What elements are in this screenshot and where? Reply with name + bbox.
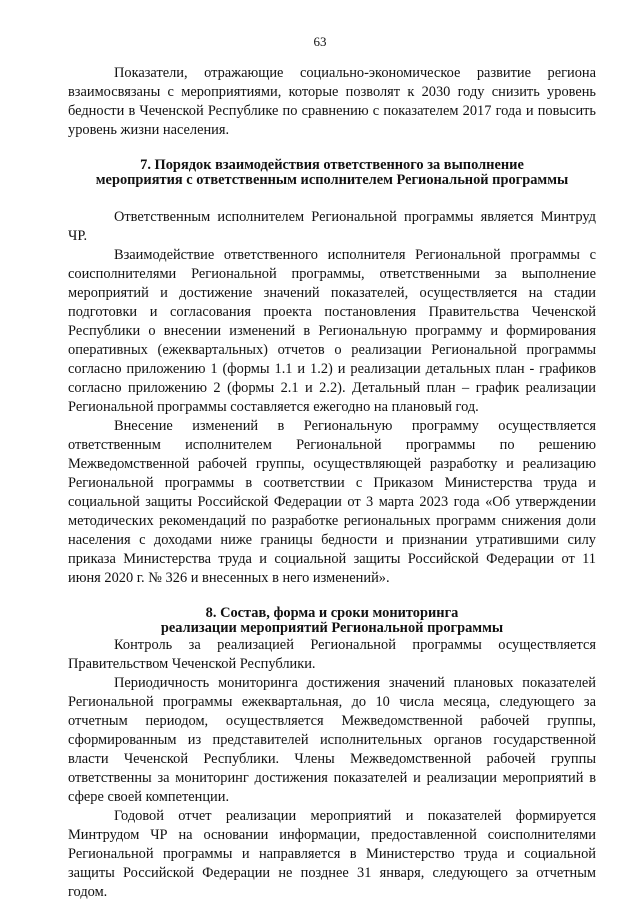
intro-paragraph: Показатели, отражающие социально-экономическое развитие региона взаимосвязаны с мероприятиями, которые позволят к 2030 году снизить уровень бедности в Чеченской Республике по сравнению с показателем 2017 года и повысить уровень жизни населения. — [68, 65, 596, 138]
section-7-paragraph-2: Взаимодействие ответственного исполнителя Региональной программы с соисполнителями Региональной программы, ответственными за выполнение мероприятий и достижение значений показателей, осуществляется на стадии подготовки и согласования проекта постановления Правительства Чеченской Республики о внесении изменений в Региональную программу и формирования оперативных (ежеквартальных) отчетов о реализации Региональной программы согласно приложению 1 (формы 1.1 и 1.2) и реализации детальных план - графиков согласно приложению 2 (формы 2.1 и 2.2). Детальный план – график реализации Региональной программы составляется ежегодно на плановый год. — [68, 247, 596, 415]
section-8-paragraph-1: Контроль за реализацией Региональной программы осуществляется Правительством Чеченской Республики. — [68, 637, 596, 672]
section-7-heading-line-1: 7. Порядок взаимодействия ответственного за выполнение — [140, 157, 524, 173]
document-body — [68, 64, 596, 902]
section-8-paragraph-2: Периодичность мониторинга достижения значений плановых показателей Региональной программы ежеквартальная, до 10 числа месяца, следующего за отчетным периодом, осуществляется Межведомственной рабочей группы, сформированным из представителей исполнительных органов государственной власти Чеченской Республики. Члены Межведомственной рабочей группы ответственны за мониторинг достижения показателей и реализации мероприятий в сфере своей компетенции. — [68, 675, 596, 805]
section-8-paragraph-3: Годовой отчет реализации мероприятий и показателей формируется Минтрудом ЧР на основании информации, предоставленной соисполнителями Региональной программы и направляется в Министерство труда и социальной защиты Российской Федерации не позднее 31 января, следующего за отчетным годом. — [68, 808, 596, 900]
section-8-heading — [68, 606, 596, 636]
section-8-heading-line-2: реализации мероприятий Региональной программы — [160, 620, 504, 636]
section-7-heading — [68, 158, 596, 188]
section-8-heading-line-1: 8. Состав, форма и сроки мониторинга — [205, 605, 459, 621]
page-number: 63 — [313, 34, 327, 49]
section-7-heading-line-2: мероприятия с ответственным исполнителем Региональной программы — [95, 172, 569, 188]
section-7-paragraph-3: Внесение изменений в Региональную программу осуществляется ответственным исполнителем Региональной программы по решению Межведомственной рабочей группы, осуществляющей разработку и реализацию Региональной программы в соответствии с Приказом Министерства труда и социальной защиты Российской Федерации от 3 марта 2023 года «Об утверждении методических рекомендаций по разработке региональных программ снижения доли населения с доходами ниже границы бедности и признании утратившими силу приказа Министерства труда и социальной защиты Российской Федерации от 11 июня 2020 г. № 326 и внесенных в него изменений». — [68, 418, 596, 586]
section-7-paragraph-1: Ответственным исполнителем Региональной программы является Минтруд ЧР. — [68, 209, 596, 244]
